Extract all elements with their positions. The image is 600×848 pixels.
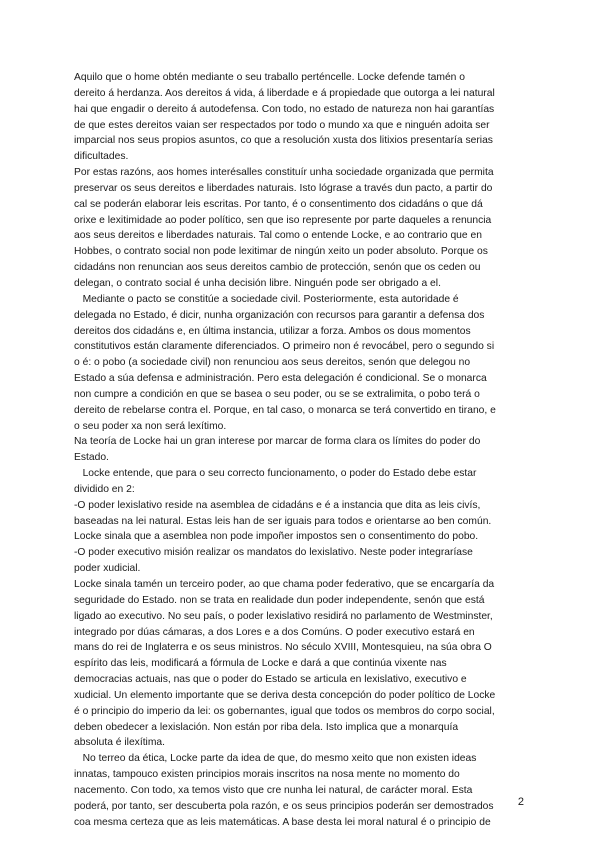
text-line: Estado. — [74, 452, 109, 464]
text-line: coa mesma certeza que as leis matemáticas. A base desta lei moral natural é o principio de — [74, 816, 491, 828]
text-line: poder xudicial. — [74, 563, 141, 575]
text-line: delegada no Estado, é dicir, nunha organización con recursos para garantir a defensa dos — [74, 309, 485, 321]
text-line: xudicial. Un elemento importante que se deriva desta concepción do poder político de Locke — [74, 689, 496, 701]
text-line: dereito á herdanza. Aos dereitos á vida, á liberdade e á propiedade que outorga a lei natural — [74, 87, 495, 99]
text-line: é o principio do imperio da lei: os gobernantes, igual que todos os membros do corpo social, — [74, 705, 495, 717]
body-text — [74, 70, 534, 831]
text-line: nacemento. Con todo, xa temos visto que cre nunha lei natural, de carácter moral. Esta — [74, 784, 473, 796]
text-line: democracias actuais, nas que o poder do Estado se articula en lexislativo, executivo e — [74, 674, 467, 686]
text-line: dividido en 2: — [74, 483, 135, 495]
text-line: espírito das leis, modificará a fórmula de Locke e dará a que continúa vixente nas — [74, 658, 447, 670]
text-line: Por estas razóns, aos homes interésalles constituír unha sociedade organizada que permita — [74, 167, 494, 179]
text-line: seguridade do Estado. non se trata en realidade dun poder independente, senón que está — [74, 594, 485, 606]
text-line: preservar os seus dereitos e liberdades naturais. Isto lógrase a través dun pacto, a partir do — [74, 182, 493, 194]
text-line: orixe e lexitimidade ao poder político, sen que iso represente por parte daqueles a renuncia — [74, 214, 492, 226]
page-number: 2 — [517, 796, 524, 808]
text-line: dificultades. — [74, 151, 129, 163]
text-line: Aquilo que o home obtén mediante o seu traballo perténcelle. Locke defende tamén o — [74, 72, 465, 83]
text-line: integrado por dúas cámaras, a dos Lores e a dos Comúns. O poder executivo estará en — [74, 626, 475, 638]
text-line: baseadas na lei natural. Estas leis han de ser iguais para todos e orientarse ao ben común. — [74, 515, 492, 527]
text-line: Estado a súa defensa e administración. Pero esta delegación é condicional. Se o monarca — [74, 373, 487, 385]
text-line: poderá, por tanto, ser descuberta pola razón, e os seus principios poderán ser demostrados — [74, 800, 494, 812]
text-line: -O poder lexislativo reside na asemblea de cidadáns e é a instancia que dita as leis civís, — [74, 499, 481, 511]
text-line: non cumpre a condición en que se basea o seu poder, ou se se extralimita, o pobo terá o — [74, 388, 480, 400]
text-line: delegan, o contrato social é unha decisión libre. Ninguén pode ser obrigado a el. — [74, 277, 441, 289]
text-line: constitutivos están claramente diferenciados. O primeiro non é revocábel, pero o segundo si — [74, 341, 495, 353]
text-line: cidadáns non renuncian aos seus dereitos cambio de protección, senón que os ceden ou — [74, 262, 481, 274]
text-line: de que estes dereitos vaian ser respectados por todo o mundo xa que e ninguén adoita ser — [74, 119, 490, 131]
text-line: Na teoría de Locke hai un gran interese por marcar de forma clara os límites do poder do — [74, 436, 481, 448]
text-line: deben obedecer a lexislación. Non están por riba dela. Isto implica que a monarquía — [74, 721, 459, 733]
text-line: Locke entende, que para o seu correcto funcionamento, o poder do Estado debe estar — [74, 468, 477, 480]
text-line: dereito de rebelarse contra el. Porque, en tal caso, o monarca se terá convertido en tirano, e — [74, 404, 496, 416]
text-line: Mediante o pacto se constitúe a sociedade civil. Posteriormente, esta autoridade é — [74, 293, 459, 305]
text-line: hai que engadir o dereito á autodefensa. Con todo, no estado de natureza non hai garantías — [74, 103, 495, 115]
text-line: Hobbes, o contrato social non pode lexitimar de ningún xeito un poder absoluto. Porque os — [74, 246, 488, 258]
text-line: mans do rei de Inglaterra e os seus ministros. No século XVIII, Montesquieu, na súa obra O — [74, 642, 492, 654]
text-line: No terreo da ética, Locke parte da idea de que, do mesmo xeito que non existen ideas — [74, 753, 477, 765]
text-line: imparcial nos seus propios asuntos, co que a resolución xusta dos litixios presentaría serias — [74, 135, 493, 147]
text-line: innatas, tampouco existen principios morais inscritos na nosa mente no momento do — [74, 769, 460, 781]
text-line: o é: o pobo (a sociedade civil) non renunciou aos seus dereitos, senón que delegou no — [74, 357, 471, 369]
text-line: aos seus dereitos e liberdades naturais. Tal como o entende Locke, e ao contrario que en — [74, 230, 482, 242]
text-line: ligado ao executivo. No seu país, o poder lexislativo residirá no parlamento de Westminster, — [74, 610, 493, 622]
text-line: o seu poder xa non será lexítimo. — [74, 420, 227, 432]
text-line: Locke sinala que a asemblea non pode impoñer impostos sen o consentimento do pobo. — [74, 531, 479, 543]
text-line: -O poder executivo misión realizar os mandatos do lexislativo. Neste poder integraríase — [74, 547, 473, 559]
text-line: dereitos dos cidadáns e, en última instancia, utilizar a forza. Ambos os dous momentos — [74, 325, 471, 337]
text-line: Locke sinala tamén un terceiro poder, ao que chama poder federativo, que se encargaría da — [74, 579, 495, 590]
text-line: cal se poderán elaborar leis escritas. Por tanto, é o consentimento dos cidadáns o que dá — [74, 198, 483, 210]
text-line: absoluta é ilexítima. — [74, 737, 166, 749]
